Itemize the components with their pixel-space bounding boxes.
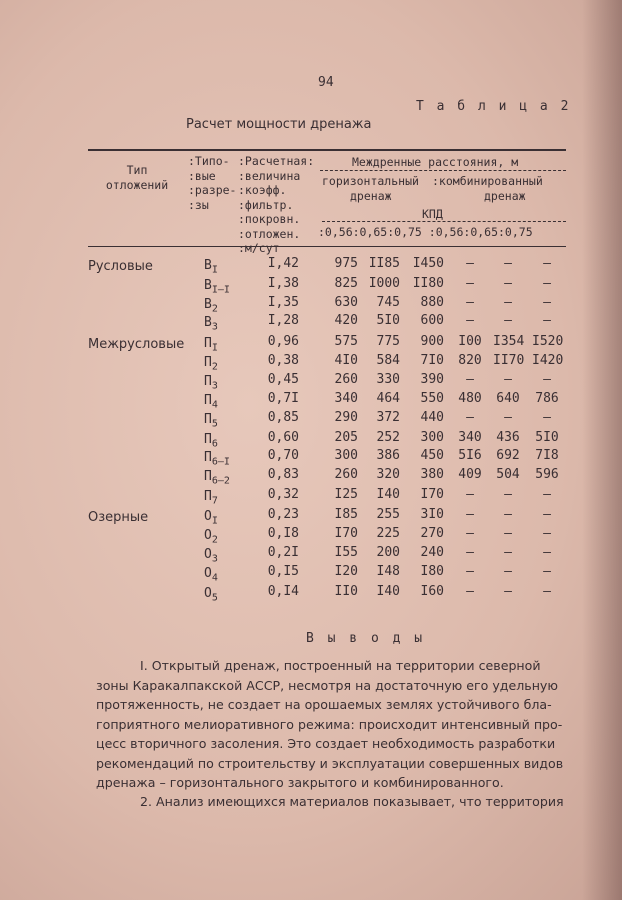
combined-kpd-065: – bbox=[504, 507, 512, 522]
horizontal-kpd-065: 584 bbox=[376, 353, 400, 368]
conclusions-title: В ы в о д ы bbox=[306, 631, 426, 646]
combined-kpd-065: – bbox=[504, 295, 512, 310]
horizontal-kpd-075: I80 bbox=[420, 564, 444, 579]
horizontal-kpd-065: 745 bbox=[376, 295, 400, 310]
section-type: $П_6$ bbox=[204, 432, 218, 450]
horizontal-kpd-056: 340 bbox=[334, 391, 358, 406]
filtration-coefficient: 0,23 bbox=[267, 507, 299, 522]
filtration-coefficient: 0,I5 bbox=[267, 564, 299, 579]
horizontal-kpd-075: 450 bbox=[420, 448, 444, 463]
spacing-title-rule bbox=[320, 170, 566, 171]
combined-kpd-056: – bbox=[466, 313, 474, 328]
filtration-coefficient: 0,2I bbox=[267, 545, 299, 560]
combined-kpd-056: – bbox=[466, 487, 474, 502]
combined-kpd-065: – bbox=[504, 564, 512, 579]
horizontal-kpd-065: II85 bbox=[368, 256, 400, 271]
combined-kpd-065: 692 bbox=[496, 448, 520, 463]
filtration-coefficient: I,35 bbox=[267, 295, 299, 310]
combined-kpd-075: – bbox=[543, 372, 551, 387]
section-type: $П_7$ bbox=[204, 489, 218, 507]
combined-kpd-056: 5I6 bbox=[458, 448, 482, 463]
horizontal-kpd-075: I450 bbox=[412, 256, 444, 271]
combined-kpd-075: – bbox=[543, 487, 551, 502]
header-spacing-title: Междренные расстояния, м bbox=[352, 155, 519, 169]
horizontal-kpd-065: 330 bbox=[376, 372, 400, 387]
group-label: Озерные bbox=[88, 510, 149, 525]
horizontal-kpd-056: I70 bbox=[334, 526, 358, 541]
combined-kpd-056: I00 bbox=[458, 334, 482, 349]
combined-kpd-075: – bbox=[543, 526, 551, 541]
filtration-coefficient: 0,I8 bbox=[267, 526, 299, 541]
horizontal-kpd-075: I70 bbox=[420, 487, 444, 502]
horizontal-kpd-065: 464 bbox=[376, 391, 400, 406]
filtration-coefficient: 0,60 bbox=[267, 430, 299, 445]
horizontal-kpd-075: 240 bbox=[420, 545, 444, 560]
section-type: $П_I$ bbox=[204, 336, 218, 354]
combined-kpd-056: – bbox=[466, 295, 474, 310]
section-type: $О_4$ bbox=[204, 566, 218, 584]
combined-kpd-056: – bbox=[466, 410, 474, 425]
horizontal-kpd-065: I48 bbox=[376, 564, 400, 579]
horizontal-kpd-056: 825 bbox=[334, 276, 358, 291]
combined-kpd-065: I354 bbox=[493, 334, 525, 349]
combined-kpd-075: – bbox=[543, 410, 551, 425]
horizontal-kpd-075: 900 bbox=[420, 334, 444, 349]
combined-kpd-075: I420 bbox=[532, 353, 564, 368]
conclusions-paragraph-2: 2. Анализ имеющихся материалов показывает, что территория bbox=[140, 794, 564, 809]
combined-kpd-056: 820 bbox=[458, 353, 482, 368]
horizontal-kpd-075: II80 bbox=[412, 276, 444, 291]
combined-kpd-075: 5I0 bbox=[535, 430, 559, 445]
horizontal-kpd-075: 270 bbox=[420, 526, 444, 541]
section-type: $О_I$ bbox=[204, 509, 218, 527]
section-type: $В_{I-I}$ bbox=[204, 278, 230, 296]
horizontal-kpd-056: 630 bbox=[334, 295, 358, 310]
horizontal-kpd-075: 300 bbox=[420, 430, 444, 445]
section-type: $О_3$ bbox=[204, 547, 218, 565]
filtration-coefficient: 0,83 bbox=[267, 467, 299, 482]
horizontal-kpd-065: 775 bbox=[376, 334, 400, 349]
horizontal-kpd-056: 205 bbox=[334, 430, 358, 445]
combined-kpd-056: – bbox=[466, 545, 474, 560]
section-type: $В_3$ bbox=[204, 315, 218, 333]
combined-kpd-075: – bbox=[543, 313, 551, 328]
combined-kpd-065: 436 bbox=[496, 430, 520, 445]
horizontal-kpd-056: 260 bbox=[334, 467, 358, 482]
horizontal-kpd-056: 4I0 bbox=[334, 353, 358, 368]
horizontal-kpd-075: 390 bbox=[420, 372, 444, 387]
group-label: Русловые bbox=[88, 259, 153, 274]
header-section-types: :Типо- :вые :разре- :зы bbox=[188, 154, 237, 212]
page-number: 94 bbox=[318, 75, 334, 90]
combined-kpd-065: – bbox=[504, 487, 512, 502]
filtration-coefficient: I,38 bbox=[267, 276, 299, 291]
filtration-coefficient: 0,96 bbox=[267, 334, 299, 349]
combined-kpd-065: – bbox=[504, 372, 512, 387]
combined-kpd-075: – bbox=[543, 507, 551, 522]
filtration-coefficient: 0,85 bbox=[267, 410, 299, 425]
conclusions-paragraph-1: I. Открытый дренаж, построенный на территории северной зоны Каракалпакской АССР, несмотря на достаточную его удельную протяженность, не создает на орошаемых землях устойчивого бла- гоприятного мелиоративного режима: происходит интенсивный про- цесс вторичного засоления. Это создает необходимость разработки рекомендаций по строительству и эксплуатации совершенных видов дренажа – горизонтального закрытого и комбинированного. bbox=[96, 658, 564, 790]
horizontal-kpd-056: I55 bbox=[334, 545, 358, 560]
horizontal-kpd-065: I40 bbox=[376, 584, 400, 599]
combined-kpd-056: – bbox=[466, 584, 474, 599]
horizontal-kpd-075: 600 bbox=[420, 313, 444, 328]
combined-kpd-075: – bbox=[543, 584, 551, 599]
combined-kpd-075: 786 bbox=[535, 391, 559, 406]
horizontal-kpd-056: I20 bbox=[334, 564, 358, 579]
combined-kpd-065: 504 bbox=[496, 467, 520, 482]
section-type: $П_{6-I}$ bbox=[204, 450, 230, 468]
table-title: Расчет мощности дренажа bbox=[186, 117, 372, 132]
group-label: Межрусловые bbox=[88, 337, 185, 352]
combined-kpd-065: – bbox=[504, 313, 512, 328]
combined-kpd-065: – bbox=[504, 545, 512, 560]
combined-kpd-065: – bbox=[504, 584, 512, 599]
horizontal-kpd-056: 575 bbox=[334, 334, 358, 349]
horizontal-kpd-065: I40 bbox=[376, 487, 400, 502]
header-type: Тип отложений bbox=[105, 163, 169, 192]
filtration-coefficient: 0,7I bbox=[267, 391, 299, 406]
combined-kpd-065: – bbox=[504, 256, 512, 271]
header-filtration-coefficient: :Расчетная: :величина :коэфф. :фильтр. :покровн. :отложен. :м/сут bbox=[238, 154, 315, 255]
combined-kpd-075: – bbox=[543, 295, 551, 310]
combined-kpd-075: – bbox=[543, 276, 551, 291]
horizontal-kpd-075: 550 bbox=[420, 391, 444, 406]
header-top-rule bbox=[88, 149, 566, 151]
combined-kpd-056: 480 bbox=[458, 391, 482, 406]
horizontal-kpd-056: I85 bbox=[334, 507, 358, 522]
horizontal-kpd-056: 420 bbox=[334, 313, 358, 328]
combined-kpd-075: 596 bbox=[535, 467, 559, 482]
header-combined-drainage: :комбинированный дренаж bbox=[432, 174, 543, 203]
section-type: $П_{6-2}$ bbox=[204, 469, 230, 487]
combined-kpd-056: – bbox=[466, 507, 474, 522]
horizontal-kpd-056: I25 bbox=[334, 487, 358, 502]
combined-kpd-056: – bbox=[466, 256, 474, 271]
filtration-coefficient: 0,I4 bbox=[267, 584, 299, 599]
header-horizontal-drainage: горизонтальный дренаж bbox=[322, 174, 419, 203]
filtration-coefficient: 0,45 bbox=[267, 372, 299, 387]
horizontal-kpd-065: 252 bbox=[376, 430, 400, 445]
horizontal-kpd-075: I60 bbox=[420, 584, 444, 599]
section-type: $В_2$ bbox=[204, 297, 218, 315]
horizontal-kpd-065: 255 bbox=[376, 507, 400, 522]
section-type: $О_5$ bbox=[204, 586, 218, 604]
combined-kpd-065: II70 bbox=[493, 353, 525, 368]
horizontal-kpd-065: 5I0 bbox=[376, 313, 400, 328]
combined-kpd-075: – bbox=[543, 256, 551, 271]
combined-kpd-075: I520 bbox=[532, 334, 564, 349]
header-kpd-values: :0,56:0,65:0,75 :0,56:0,65:0,75 bbox=[318, 225, 533, 239]
section-type: $П_2$ bbox=[204, 355, 218, 373]
horizontal-kpd-075: 7I0 bbox=[420, 353, 444, 368]
horizontal-kpd-056: 975 bbox=[334, 256, 358, 271]
horizontal-kpd-075: 380 bbox=[420, 467, 444, 482]
horizontal-kpd-065: 200 bbox=[376, 545, 400, 560]
section-type: $П_4$ bbox=[204, 393, 218, 411]
combined-kpd-065: 640 bbox=[496, 391, 520, 406]
combined-kpd-056: – bbox=[466, 526, 474, 541]
combined-kpd-056: 340 bbox=[458, 430, 482, 445]
horizontal-kpd-056: 290 bbox=[334, 410, 358, 425]
combined-kpd-056: – bbox=[466, 276, 474, 291]
horizontal-kpd-065: 386 bbox=[376, 448, 400, 463]
horizontal-kpd-075: 3I0 bbox=[420, 507, 444, 522]
filtration-coefficient: 0,38 bbox=[267, 353, 299, 368]
horizontal-kpd-056: 300 bbox=[334, 448, 358, 463]
kpd-dash-rule bbox=[322, 221, 566, 222]
combined-kpd-065: – bbox=[504, 526, 512, 541]
section-type: $О_2$ bbox=[204, 528, 218, 546]
filtration-coefficient: I,42 bbox=[267, 256, 299, 271]
section-type: $П_5$ bbox=[204, 412, 218, 430]
filtration-coefficient: I,28 bbox=[267, 313, 299, 328]
horizontal-kpd-056: II0 bbox=[334, 584, 358, 599]
header-kpd: КПД bbox=[422, 207, 443, 221]
combined-kpd-075: – bbox=[543, 564, 551, 579]
combined-kpd-056: – bbox=[466, 372, 474, 387]
horizontal-kpd-065: 372 bbox=[376, 410, 400, 425]
horizontal-kpd-065: 225 bbox=[376, 526, 400, 541]
filtration-coefficient: 0,32 bbox=[267, 487, 299, 502]
horizontal-kpd-075: 880 bbox=[420, 295, 444, 310]
combined-kpd-056: 409 bbox=[458, 467, 482, 482]
combined-kpd-065: – bbox=[504, 410, 512, 425]
horizontal-kpd-065: I000 bbox=[368, 276, 400, 291]
combined-kpd-075: 7I8 bbox=[535, 448, 559, 463]
combined-kpd-056: – bbox=[466, 564, 474, 579]
filtration-coefficient: 0,70 bbox=[267, 448, 299, 463]
section-type: $П_3$ bbox=[204, 374, 218, 392]
table-caption: Т а б л и ц а 2 bbox=[416, 99, 571, 114]
combined-kpd-065: – bbox=[504, 276, 512, 291]
horizontal-kpd-056: 260 bbox=[334, 372, 358, 387]
horizontal-kpd-075: 440 bbox=[420, 410, 444, 425]
header-bottom-rule bbox=[88, 246, 566, 247]
horizontal-kpd-065: 320 bbox=[376, 467, 400, 482]
combined-kpd-075: – bbox=[543, 545, 551, 560]
section-type: $В_I$ bbox=[204, 258, 218, 276]
